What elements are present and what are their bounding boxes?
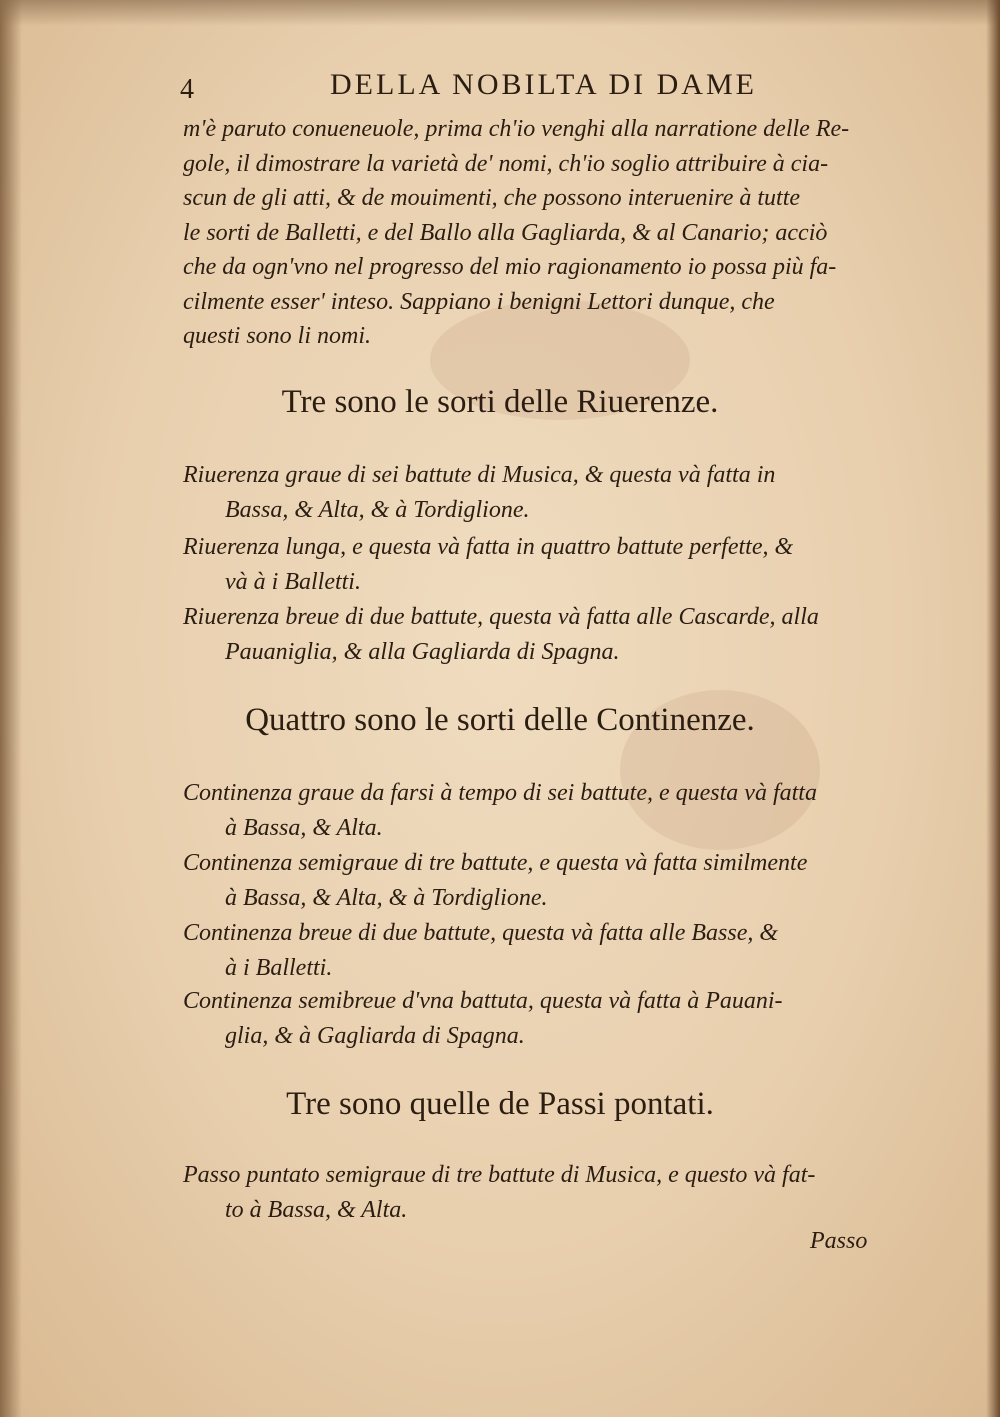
text-line: à i Balletti. (225, 954, 333, 981)
text-line: glia, & à Gagliarda di Spagna. (225, 1022, 525, 1049)
text-line: Riuerenza graue di sei battute di Musica, & questa và fatta in (183, 462, 776, 488)
text-line: to à Bassa, & Alta. (225, 1196, 408, 1223)
text-line: questi sono li nomi. (183, 323, 372, 349)
text-line: Pauaniglia, & alla Gagliarda di Spagna. (225, 638, 620, 665)
entry-passo-puntato (183, 1158, 923, 1227)
text-line: scun de gli atti, & de mouimenti, che possono interuenire à tutte (183, 185, 801, 211)
entry-continenza-breue (183, 916, 923, 985)
entry-riuerenza-graue (183, 458, 923, 527)
entry-continenza-semigraue (183, 846, 923, 915)
catchword: Passo (810, 1228, 868, 1254)
running-title: DELLA NOBILTA DI DAME (330, 68, 757, 101)
text-line: le sorti de Balletti, e del Ballo alla Gagliarda, & al Canario; acciò (183, 219, 828, 246)
page-header (180, 68, 820, 108)
page-edge-shadow-top (0, 0, 1000, 26)
text-line: à Bassa, & Alta, & à Tordiglione. (225, 884, 548, 911)
entry-riuerenza-lunga (183, 530, 923, 599)
entry-continenza-semibreue (183, 984, 923, 1053)
text-line: Bassa, & Alta, & à Tordiglione. (225, 496, 530, 523)
text-line: à Bassa, & Alta. (225, 814, 383, 841)
text-line: Continenza breue di due battute, questa và fatta alle Basse, & (183, 920, 779, 946)
text-line: gole, il dimostrare la varietà de' nomi, ch'io soglio attribuire à cia- (183, 150, 829, 177)
entry-riuerenza-breue (183, 600, 923, 669)
text-line: và à i Balletti. (225, 568, 361, 595)
text-line: Continenza graue da farsi à tempo di sei battute, e questa và fatta (183, 780, 817, 806)
intro-paragraph (183, 112, 923, 354)
text-line: m'è paruto conueneuole, prima ch'io venghi alla narratione delle Re- (183, 116, 850, 142)
text-line: Riuerenza lunga, e questa và fatta in quattro battute perfette, & (183, 534, 794, 560)
text-line: Continenza semibreue d'vna battuta, questa và fatta à Pauani- (183, 988, 783, 1014)
text-line: cilmente esser' inteso. Sappiano i benigni Lettori dunque, che (183, 288, 775, 315)
entry-continenza-graue (183, 776, 923, 845)
text-line: Passo puntato semigraue di tre battute di Musica, e questo và fat- (183, 1162, 816, 1188)
text-line: Continenza semigraue di tre battute, e questa và fatta similmente (183, 850, 808, 876)
section-heading-riuerenze: Tre sono le sorti delle Riuerenze. (281, 384, 719, 420)
page-number: 4 (180, 74, 194, 105)
text-line: Riuerenza breue di due battute, questa và fatta alle Cascarde, alla (183, 604, 819, 630)
section-heading-continenze: Quattro sono le sorti delle Continenze. (245, 702, 755, 738)
text-line: che da ogn'vno nel progresso del mio ragionamento io possa più fa- (183, 254, 837, 280)
section-heading-passi-pontati: Tre sono quelle de Passi pontati. (286, 1086, 714, 1122)
